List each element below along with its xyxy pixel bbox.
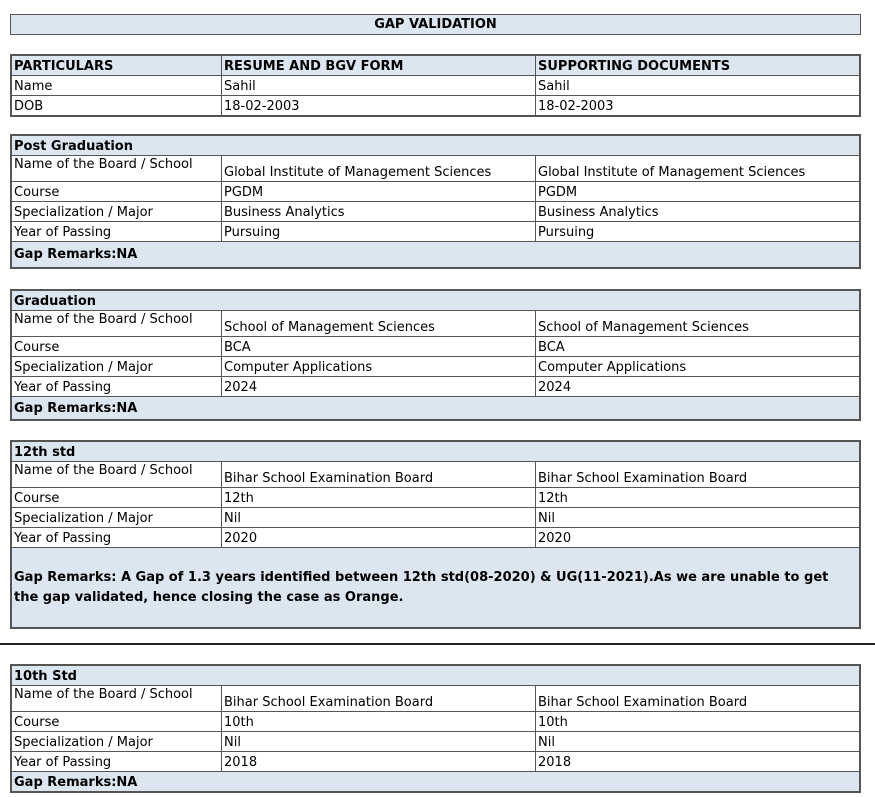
supporting-value: 2018 (536, 752, 860, 772)
table-row (12, 202, 860, 222)
row-label: Name of the Board / School (12, 462, 222, 488)
table-row (12, 311, 860, 337)
resume-value: Computer Applications (222, 357, 536, 377)
section-post-graduation (10, 134, 861, 269)
supporting-value: 2024 (536, 377, 860, 397)
table-row (12, 508, 860, 528)
table-row (12, 732, 860, 752)
table-row (12, 96, 860, 116)
table-row (12, 156, 860, 182)
supporting-value: 10th (536, 712, 860, 732)
table-row (12, 337, 860, 357)
header-row (12, 56, 860, 76)
section-10th-std (10, 664, 861, 793)
gap-remarks: Gap Remarks: A Gap of 1.3 years identified between 12th std(08-2020) & UG(11-2021).As we are unable to get the gap validated, hence closing the case as Orange. (12, 548, 860, 628)
resume-value: 2018 (222, 752, 536, 772)
resume-header: RESUME AND BGV FORM (222, 56, 536, 76)
row-label: Name (12, 76, 222, 96)
section-graduation (10, 289, 861, 421)
supporting-value: 18-02-2003 (536, 96, 860, 116)
row-label: Course (12, 337, 222, 357)
gap-remarks: Gap Remarks:NA (12, 772, 860, 792)
row-label: Name of the Board / School (12, 311, 222, 337)
section-heading: 10th Std (12, 666, 860, 686)
row-label: Specialization / Major (12, 508, 222, 528)
page-title: GAP VALIDATION (10, 14, 861, 35)
table-row (12, 357, 860, 377)
supporting-value: 2020 (536, 528, 860, 548)
supporting-value: School of Management Sciences (536, 311, 860, 337)
supporting-value: BCA (536, 337, 860, 357)
row-label: Year of Passing (12, 222, 222, 242)
row-label: DOB (12, 96, 222, 116)
row-label: Year of Passing (12, 377, 222, 397)
row-label: Year of Passing (12, 528, 222, 548)
page-divider (0, 643, 875, 645)
supporting-value: Nil (536, 508, 860, 528)
supporting-value: 12th (536, 488, 860, 508)
resume-value: Bihar School Examination Board (222, 462, 536, 488)
table-row (12, 222, 860, 242)
row-label: Course (12, 712, 222, 732)
resume-value: Bihar School Examination Board (222, 686, 536, 712)
supporting-value: Computer Applications (536, 357, 860, 377)
resume-value: 2020 (222, 528, 536, 548)
supporting-header: SUPPORTING DOCUMENTS (536, 56, 860, 76)
resume-value: 10th (222, 712, 536, 732)
supporting-value: PGDM (536, 182, 860, 202)
table-row (12, 712, 860, 732)
table-row (12, 686, 860, 712)
table-row (12, 76, 860, 96)
resume-value: 12th (222, 488, 536, 508)
table-row (12, 528, 860, 548)
supporting-value: Bihar School Examination Board (536, 462, 860, 488)
section-heading: Graduation (12, 291, 860, 311)
resume-value: Global Institute of Management Sciences (222, 156, 536, 182)
gap-remarks: Gap Remarks:NA (12, 397, 860, 420)
resume-value: Business Analytics (222, 202, 536, 222)
table-row (12, 752, 860, 772)
table-row (12, 488, 860, 508)
table-row (12, 377, 860, 397)
personal-table (10, 54, 861, 117)
supporting-value: Nil (536, 732, 860, 752)
resume-value: Nil (222, 508, 536, 528)
section-heading: 12th std (12, 442, 860, 462)
row-label: Course (12, 488, 222, 508)
row-label: Name of the Board / School (12, 686, 222, 712)
resume-value: PGDM (222, 182, 536, 202)
row-label: Course (12, 182, 222, 202)
supporting-value: Sahil (536, 76, 860, 96)
gap-remarks: Gap Remarks:NA (12, 242, 860, 268)
row-label: Year of Passing (12, 752, 222, 772)
resume-value: BCA (222, 337, 536, 357)
resume-value: Nil (222, 732, 536, 752)
supporting-value: Business Analytics (536, 202, 860, 222)
supporting-value: Global Institute of Management Sciences (536, 156, 860, 182)
table-row (12, 462, 860, 488)
row-label: Name of the Board / School (12, 156, 222, 182)
resume-value: Sahil (222, 76, 536, 96)
resume-value: Pursuing (222, 222, 536, 242)
particulars-header: PARTICULARS (12, 56, 222, 76)
row-label: Specialization / Major (12, 357, 222, 377)
section-12th-std (10, 440, 861, 629)
supporting-value: Pursuing (536, 222, 860, 242)
resume-value: School of Management Sciences (222, 311, 536, 337)
resume-value: 2024 (222, 377, 536, 397)
row-label: Specialization / Major (12, 732, 222, 752)
section-heading: Post Graduation (12, 136, 860, 156)
row-label: Specialization / Major (12, 202, 222, 222)
table-row (12, 182, 860, 202)
resume-value: 18-02-2003 (222, 96, 536, 116)
supporting-value: Bihar School Examination Board (536, 686, 860, 712)
